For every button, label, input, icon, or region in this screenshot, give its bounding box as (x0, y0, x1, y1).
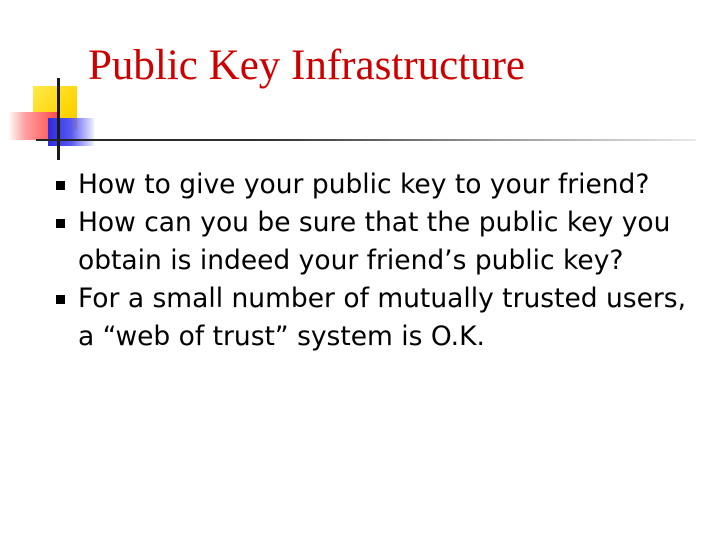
bullet-list (56, 166, 706, 356)
slide-title: Public Key Infrastructure (88, 42, 526, 89)
square-bullet-icon (56, 219, 65, 228)
bullet-text: How to give your public key to your friend? (78, 169, 650, 200)
title-underline (36, 139, 696, 141)
bullet-text: How can you be sure that the public key you obtain is indeed your friend’s public key? (78, 207, 671, 276)
bullet-item (56, 166, 706, 204)
square-bullet-icon (56, 181, 65, 190)
bullet-text: For a small number of mutually trusted users, a “web of trust” system is O.K. (78, 283, 687, 352)
square-bullet-icon (56, 295, 65, 304)
decorative-blue-bar (48, 118, 94, 146)
bullet-item (56, 204, 706, 280)
decorative-vertical-line (57, 78, 60, 160)
bullet-item (56, 280, 706, 356)
